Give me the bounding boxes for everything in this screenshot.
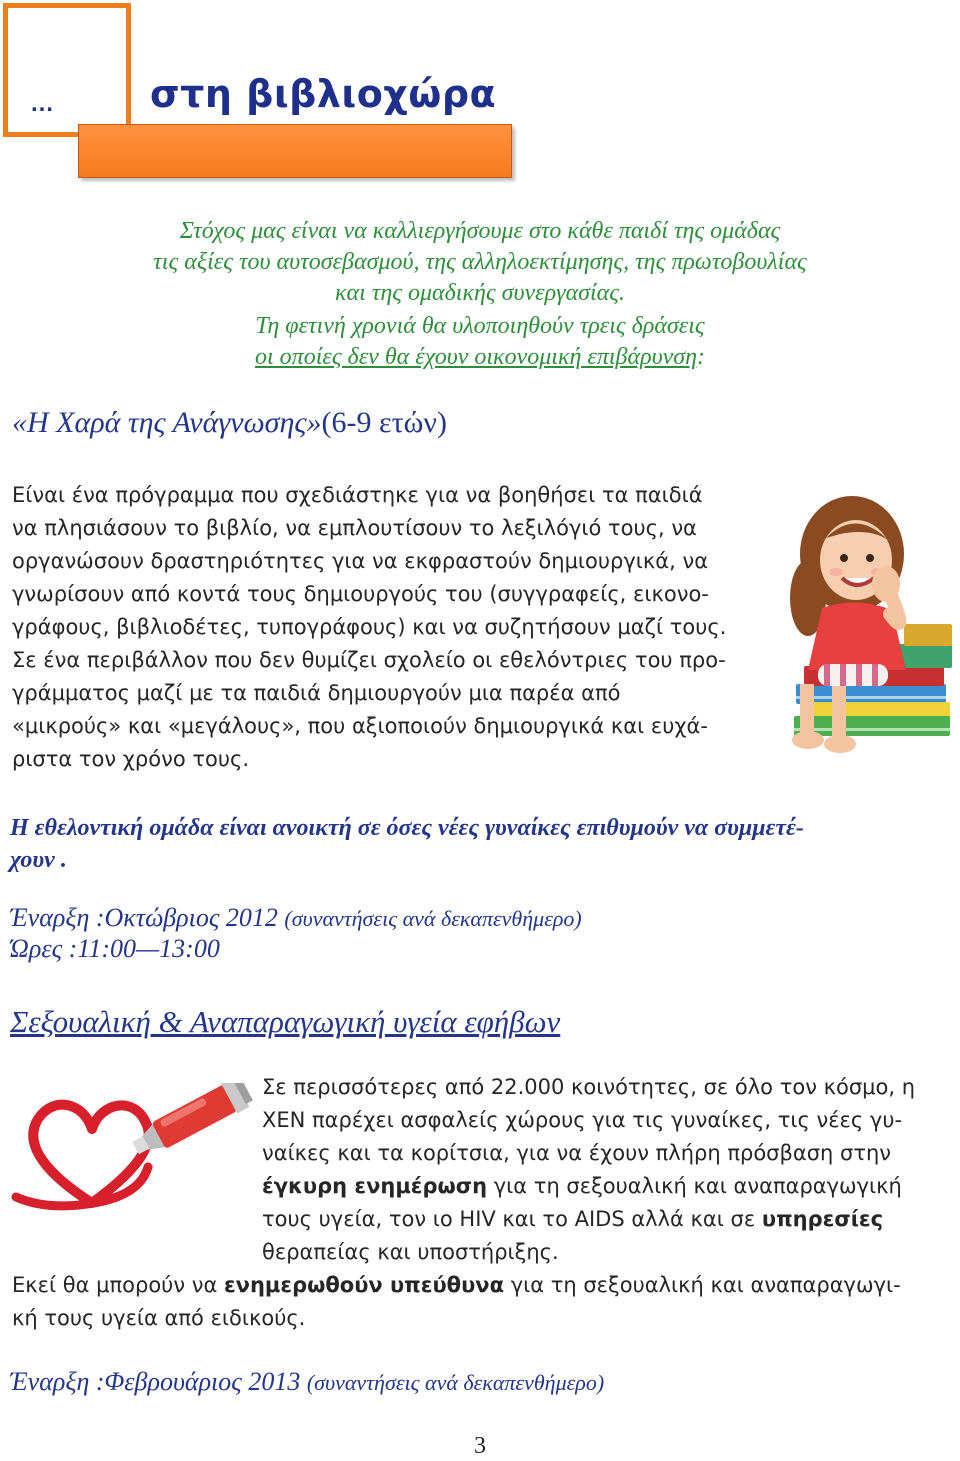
- intro-goal-line: τις αξίες του αυτοσεβασμού, της αλληλοεκτίμησης, της πρωτοβουλίας: [153, 249, 807, 275]
- body-line: ριστα τον χρόνο τους.: [12, 747, 250, 771]
- header-title-bar: [78, 124, 512, 178]
- body-line-pre: Εκεί θα μπορούν να: [12, 1273, 224, 1297]
- bold-phrase-valid-info: έγκυρη ενημέρωση: [262, 1174, 488, 1198]
- body-line: [262, 1203, 942, 1236]
- page-number: 3: [474, 1433, 486, 1459]
- body-line-rest: για τη σεξουαλική και αναπαραγωγική: [487, 1174, 902, 1198]
- section-health-more: [12, 1269, 952, 1335]
- volunteers-line: Η εθελοντική ομάδα είναι ανοικτή σε όσες νέες γυναίκες επιθυμούν να συμμετέ-: [10, 815, 804, 841]
- section-health-body: [262, 1071, 942, 1269]
- paint-tube-heart-photo: [8, 1083, 258, 1229]
- body-line: ΧΕΝ παρέχει ασφαλείς χώρους για τις γυναίκες, τις νέες γυ-: [262, 1108, 903, 1132]
- page-title: στη βιβλιοχώρα: [150, 72, 497, 116]
- start-date-text: Έναρξη :Φεβρουάριος 2013: [10, 1367, 301, 1396]
- intro-actions-colon: :: [697, 344, 705, 370]
- section-title-health: Σεξουαλική & Αναπαραγωγική υγεία εφήβων: [10, 1004, 561, 1039]
- intro-actions-underlined: οι οποίες δεν θα έχουν οικονομική επιβάρυνση: [255, 344, 697, 370]
- intro-actions-line: Τη φετινή χρονιά θα υλοποιηθούν τρεις δράσεις: [255, 313, 705, 339]
- bold-phrase-informed: ενημερωθούν υπεύθυνα: [223, 1273, 505, 1297]
- section-title-text: «Η Χαρά της Ανάγνωσης»: [12, 406, 322, 439]
- body-line: Σε ένα περιβάλλον που δεν θυμίζει σχολείο οι εθελόντριες του προ-: [12, 648, 726, 672]
- start-date-note: (συναντήσεις ανά δεκαπενθήμερο): [284, 906, 582, 931]
- volunteers-note: [10, 812, 950, 876]
- intro-goal-line: και της ομαδικής συνεργασίας.: [334, 280, 626, 306]
- body-line: οργανώσουν δραστηριότητες για να εκφραστούν δημιουργικά, να: [12, 549, 709, 573]
- intro-actions-line-2: [0, 342, 960, 373]
- body-line: γράφους, βιβλιοδέτες, τυπογράφους) και να συζητήσουν μαζί τους.: [12, 615, 727, 639]
- girl-with-books-photo: [778, 488, 954, 758]
- body-line: κή τους υγεία από ειδικούς.: [12, 1306, 306, 1330]
- body-line: Σε περισσότερες από 22.000 κοινότητες, σε όλο τον κόσμο, η: [262, 1075, 915, 1099]
- body-line: γράμματος μαζί με τα παιδιά δημιουργούν μια παρέα από: [12, 681, 621, 705]
- section-reading-body: [12, 479, 772, 776]
- body-line-pre: τους υγεία, τον ιο HIV και το AIDS αλλά και σε: [262, 1207, 762, 1231]
- body-line: να πλησιάσουν το βιβλίο, να εμπλουτίσουν το λεξιλόγιό τους, να: [12, 516, 697, 540]
- body-line: [262, 1170, 942, 1203]
- section-title-reading: [12, 406, 447, 440]
- body-line: «μικρούς» και «μεγάλους», που αξιοποιούν δημιουργικά και ευχά-: [12, 714, 708, 738]
- body-line: θεραπείας και υποστήριξης.: [262, 1240, 559, 1264]
- start-date-note: (συναντήσεις ανά δεκαπενθήμερο): [306, 1370, 605, 1395]
- body-line-rest: για τη σεξουαλική και αναπαραγωγι-: [504, 1273, 901, 1297]
- intro-actions: [0, 311, 960, 373]
- body-line: ναίκες και τα κορίτσια, για να έχουν πλήρη πρόσβαση στην: [262, 1141, 892, 1165]
- intro-goal: [0, 216, 960, 309]
- start-date-text: Έναρξη :Οκτώβριος 2012: [10, 903, 278, 932]
- body-line: Είναι ένα πρόγραμμα που σχεδιάστηκε για να βοηθήσει τα παιδιά: [12, 483, 703, 507]
- section-age-range: (6-9 ετών): [321, 406, 447, 439]
- body-line: γνωρίσουν από κοντά τους δημιουργούς του (συγγραφείς, εικονο-: [12, 582, 709, 606]
- body-line: [12, 1269, 952, 1302]
- bold-phrase-services: υπηρεσίες: [761, 1207, 884, 1231]
- intro-goal-line: Στόχος μας είναι να καλλιεργήσουμε στο κάθε παιδί της ομάδας: [179, 218, 781, 244]
- reading-start-date: [10, 903, 582, 933]
- health-start-date: [10, 1367, 604, 1397]
- header-frame-box: [3, 3, 131, 137]
- volunteers-line: χουν .: [10, 847, 67, 873]
- reading-hours: Ώρες :11:00—13:00: [10, 934, 220, 963]
- header-ellipsis: …: [30, 90, 54, 117]
